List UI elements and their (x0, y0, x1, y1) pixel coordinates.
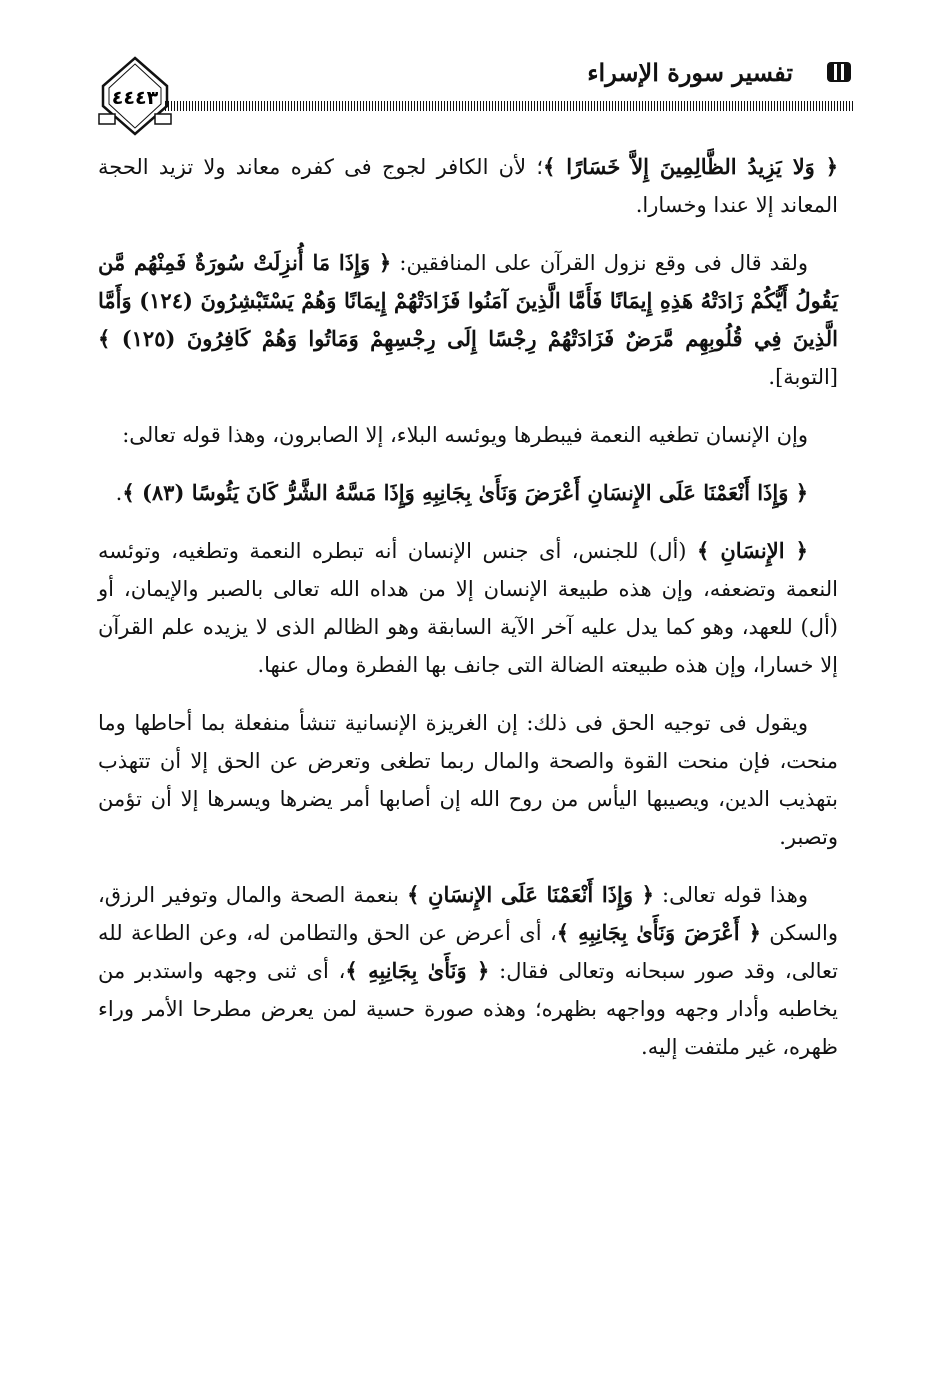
quran-verse: ﴿ وَإِذَا أَنْعَمْنَا عَلَى الإِنسَانِ أَعْرَضَ وَنَأَىٰ بِجَانِبِهِ وَإِذَا مَسَّهُ الشَّرُّ كَانَ يَئُوسًا (٨٣) ﴾ (122, 480, 808, 505)
quran-verse: ﴿ وَنَأَىٰ بِجَانِبِهِ ﴾ (345, 958, 490, 983)
commentary-text: ؛ لأن الكافر لجوج فى كفره معاند ولا تزيد الحجة المعاند إلا عندا وخسارا. (98, 155, 838, 217)
paragraph (98, 148, 838, 224)
running-header (95, 52, 855, 140)
commentary-text: (أل) للجنس، أى جنس الإنسان أنه تبطره النعمة وتطغيه، وتوئسه النعمة وتضعفه، وإن هذه طبيعة الإنسان إلا من هداه الله تعالى بالصبر والإيمان، أو (أل) للعهد، وهو كما يدل عليه آخر الآية السابقة وهو الظالم الذى لا يزيده علم القرآن إلا خسارا، وإن هذه طبيعته الضالة التى جانف بها الفطرة ومال عنها. (98, 539, 838, 677)
paragraph (98, 532, 838, 684)
commentary-text: ، أى ثنى وجهه واستدبر من يخاطبه وأدار وجهه وواجهه بظهره؛ وهذه صورة حسية لمن يعرض مطرحا الأمر وراء ظهره، غير ملتفت إليه. (98, 959, 838, 1059)
paragraph (98, 416, 838, 454)
commentary-text: [التوبة]. (768, 365, 838, 389)
quran-verse: ﴿ أَعْرَضَ وَنَأَىٰ بِجَانِبِهِ ﴾ (556, 920, 761, 945)
ornament-icon (827, 62, 851, 82)
paragraph (98, 244, 838, 396)
header-title: تفسير سورة الإسراء (587, 58, 793, 87)
quran-verse: ﴿ وَإِذَا أَنْعَمْنَا عَلَى الإِنسَانِ ﴾ (407, 882, 654, 907)
paragraph (98, 876, 838, 1066)
commentary-text: وإن الإنسان تطغيه النعمة فيبطرها ويوئسه البلاء، إلا الصابرون، وهذا قوله تعالى: (122, 423, 808, 447)
commentary-text: ولقد قال فى وقع نزول القرآن على المنافقين: (391, 251, 808, 275)
page-number: ٤٤٤٣ (111, 87, 159, 109)
commentary-text: وهذا قوله تعالى: (653, 883, 808, 907)
quran-verse: ﴿ وَلا يَزِيدُ الظَّالِمِينَ إِلاَّ خَسَارًا ﴾ (543, 154, 839, 179)
commentary-text: . (115, 481, 123, 505)
ribbon-right-icon (155, 114, 171, 124)
quran-verse: ﴿ وَإِذَا مَا أُنزِلَتْ سُورَةٌ فَمِنْهُم مَّن يَقُولُ أَيُّكُمْ زَادَتْهُ هَذِهِ إِيمَانًا فَأَمَّا الَّذِينَ آمَنُوا فَزَادَتْهُمْ إِيمَانًا وَهُمْ يَسْتَبْشِرُونَ (١٢٤) وَأَمَّا الَّذِينَ فِي قُلُوبِهِم مَّرَضٌ فَزَادَتْهُمْ رِجْسًا إِلَى رِجْسِهِمْ وَمَاتُوا وَهُمْ كَافِرُونَ (١٢٥) ﴾ (98, 250, 838, 351)
ribbon-left-icon (99, 114, 115, 124)
body-text (98, 148, 838, 1086)
header-rule (165, 101, 855, 111)
paragraph (98, 704, 838, 856)
commentary-text: ويقول فى توجيه الحق فى ذلك: إن الغريزة الإنسانية تنشأ منفعلة بما أحاطها وما منحت، فإن منحت القوة والصحة والمال ربما تطغى وتعرض عن الحق إلا أن تتهذب بتهذيب الدين، ويصيبها اليأس من روح الله إن أصابها أمر يضرها ويسرها إلا أن تؤمن وتصبر. (98, 711, 838, 849)
paragraph (98, 474, 838, 512)
quran-verse: ﴿ الإِنسَانِ ﴾ (696, 538, 808, 563)
commentary-text: ، أى أعرض عن الحق والتطامن له، وعن الطاعة لله تعالى، وقد صور سبحانه وتعالى فقال: (98, 921, 838, 983)
commentary-text: بنعمة الصحة والمال وتوفير الرزق، والسكن (98, 883, 838, 945)
page-number-badge (95, 52, 175, 140)
